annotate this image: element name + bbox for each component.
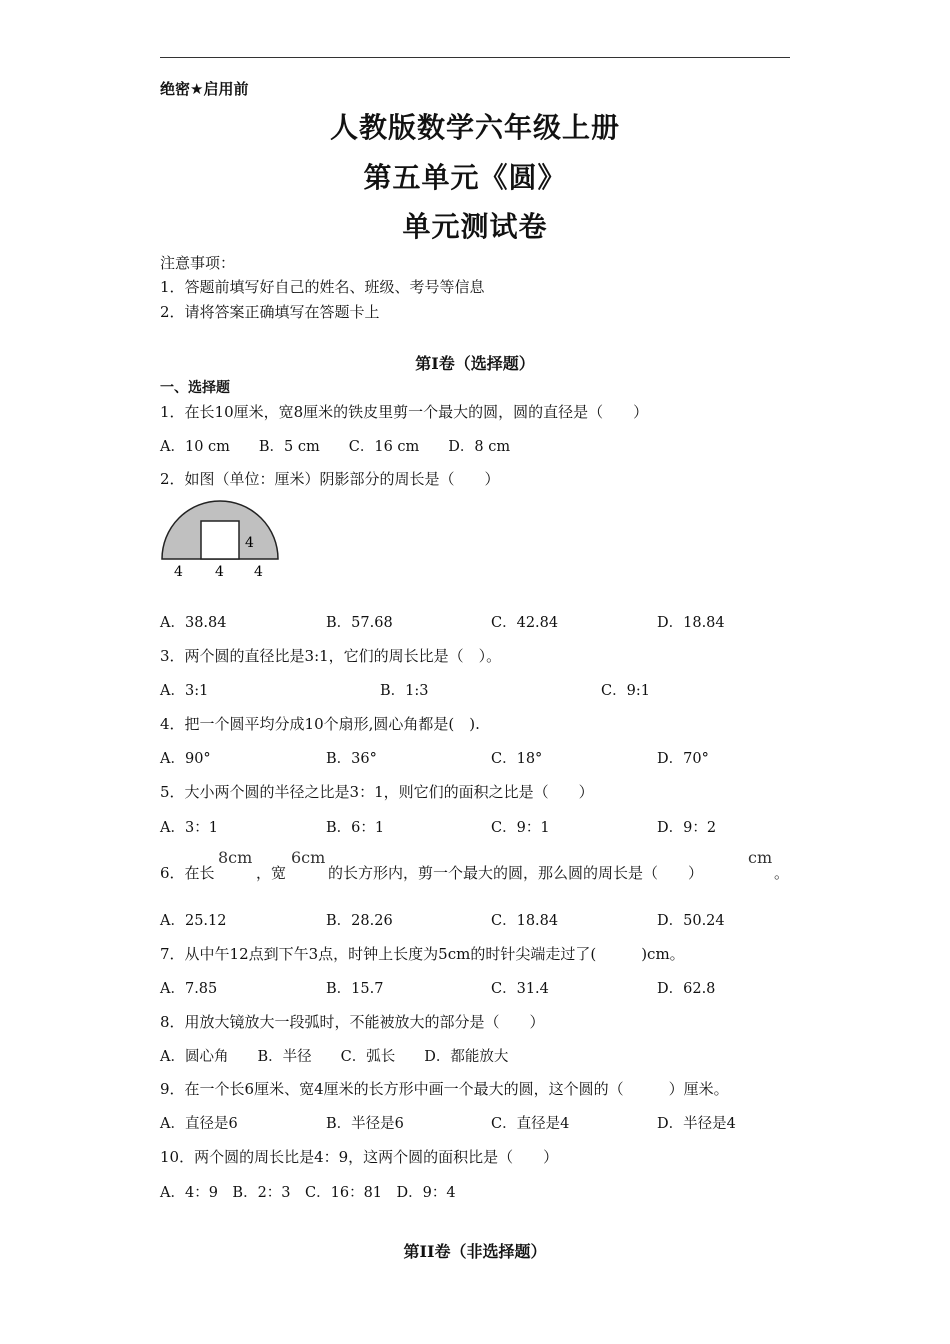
question-9: 9．在一个长6厘米、宽4厘米的长方形中画一个最大的圆，这个圆的（ ）厘米。 <box>160 1080 729 1098</box>
option: A．3：1 <box>160 820 218 836</box>
options-q8: A．圆心角 B．半径 C．弧长 D．都能放大 <box>160 1049 509 1065</box>
option: A．直径是6 <box>160 1116 238 1132</box>
figure-label: 4 <box>245 535 254 551</box>
exam-title-line1: 人教版数学六年级上册 <box>329 111 620 144</box>
section2-title: 第II卷（非选择题） <box>403 1242 547 1261</box>
option: B．15.7 <box>326 981 384 997</box>
option: A．38.84 <box>160 615 227 631</box>
raised-unit: 6cm <box>291 848 326 867</box>
option: D．半径是4 <box>657 1116 736 1132</box>
note-item: 1．答题前填写好自己的姓名、班级、考号等信息 <box>160 278 485 296</box>
option: A．90° <box>160 751 211 767</box>
option: D．62.8 <box>657 981 716 997</box>
option: B．28.26 <box>326 913 393 929</box>
confidential-label: 绝密★启用前 <box>160 80 249 98</box>
option: B．半径是6 <box>326 1116 404 1132</box>
raised-unit: cm <box>748 848 773 867</box>
inner-square <box>201 521 239 559</box>
option: A．7.85 <box>160 981 218 997</box>
option: C．18.84 <box>491 913 559 929</box>
figure-label: 4 <box>174 564 183 580</box>
option: A．25.12 <box>160 913 227 929</box>
notes-heading: 注意事项： <box>160 254 236 272</box>
figure-label: 4 <box>254 564 263 580</box>
options-q1: A．10 cm B．5 cm C．16 cm D．8 cm <box>160 439 511 455</box>
question-6-part: 6．在长 <box>160 864 215 882</box>
question-5: 5．大小两个圆的半径之比是3：1，则它们的面积之比是（ ） <box>160 783 594 801</box>
option: C．18° <box>491 751 543 767</box>
option: B．57.68 <box>326 615 393 631</box>
option: B．1:3 <box>380 683 429 699</box>
question-6-part: 的长方形内，剪一个最大的圆，那么圆的周长是（ ） <box>328 864 704 882</box>
question-7: 7．从中午12点到下午3点，时钟上长度为5cm的时针尖端走过了( )cm。 <box>160 945 685 963</box>
exam-title-line2: 第五单元《圆》 <box>363 161 567 194</box>
semicircle-figure <box>158 495 284 581</box>
option: D．50.24 <box>657 913 725 929</box>
question-4: 4．把一个圆平均分成10个扇形,圆心角都是( ). <box>160 715 480 733</box>
part-heading: 一、选择题 <box>160 380 230 396</box>
question-10: 10．两个圆的周长比是4：9，这两个圆的面积比是（ ） <box>160 1148 559 1166</box>
option: D．9：2 <box>657 820 717 836</box>
question-6-part: 。 <box>774 864 790 882</box>
figure-label: 4 <box>215 564 224 580</box>
options-q10: A．4：9 B．2：3 C．16：81 D．9：4 <box>160 1185 456 1201</box>
question-6-part: ，宽 <box>256 864 287 882</box>
note-item: 2．请将答案正确填写在答题卡上 <box>160 303 380 321</box>
question-3: 3．两个圆的直径比是3:1，它们的周长比是（ ）。 <box>160 647 502 665</box>
option: D．18.84 <box>657 615 725 631</box>
raised-unit: 8cm <box>218 848 253 867</box>
section1-title: 第I卷（选择题） <box>415 354 535 373</box>
option: C．42.84 <box>491 615 559 631</box>
option: B．36° <box>326 751 377 767</box>
option: C．31.4 <box>491 981 549 997</box>
top-rule <box>160 57 790 58</box>
question-1: 1．在长10厘米，宽8厘米的铁皮里剪一个最大的圆，圆的直径是（ ） <box>160 403 649 421</box>
exam-title-line3: 单元测试卷 <box>402 210 548 243</box>
option: C．9:1 <box>601 683 650 699</box>
option: C．9：1 <box>491 820 550 836</box>
option: B．6：1 <box>326 820 385 836</box>
option: A．3:1 <box>160 683 209 699</box>
question-8: 8．用放大镜放大一段弧时，不能被放大的部分是（ ） <box>160 1013 545 1031</box>
option: D．70° <box>657 751 709 767</box>
question-2: 2．如图（单位：厘米）阴影部分的周长是（ ） <box>160 470 500 488</box>
option: C．直径是4 <box>491 1116 570 1132</box>
